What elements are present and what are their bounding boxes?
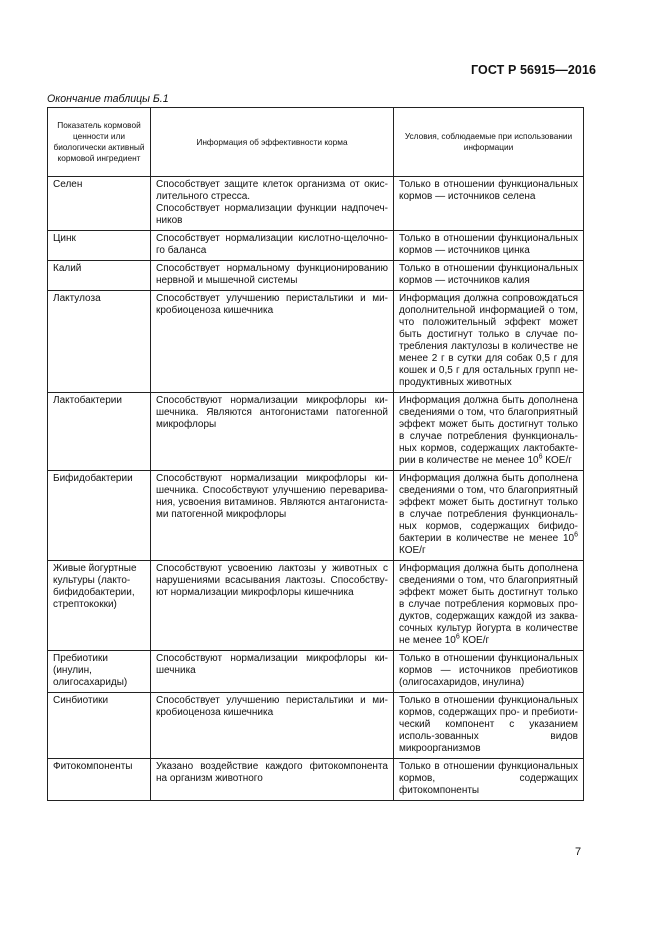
row-usage-conditions (394, 261, 584, 291)
table-row (48, 651, 584, 693)
table-row (48, 693, 584, 759)
row-ingredient-name: Калий (48, 261, 151, 291)
efficiency-paragraph: Способствуют нормализации микрофлоры ки-шечника. Являются антогонистами патогенной микрофлоры (156, 395, 388, 430)
row-usage-conditions (394, 759, 584, 801)
table-row (48, 261, 584, 291)
row-ingredient-name: Живые йогуртные культуры (лакто-бифидобактерии, стрептококки) (48, 561, 151, 651)
unit-text: КОЕ/г (542, 455, 572, 466)
table-body (48, 177, 584, 801)
conditions-text: Только в отношении функциональных кормов, содержащих про- и пребиоти-ческий компонент с указанием исполь-зованных видов микроорганизмов (399, 695, 578, 754)
table-row (48, 231, 584, 261)
row-efficiency-info (151, 177, 394, 231)
efficiency-paragraph: Способствуют нормализации микрофлоры ки-шечника. Способствуют улучшению переварива-ния, усвоения витаминов. Являются антагониста-ми патогенной микрофлоры (156, 473, 388, 520)
row-efficiency-info (151, 471, 394, 561)
conditions-text: Информация должна быть дополнена сведениями о том, что благоприятный эффект может быть достигнут только в случае потребления функциональ-ных кормов, содержащих лактобакте-рии в количестве не менее 10 (399, 395, 578, 466)
row-usage-conditions (394, 561, 584, 651)
conditions-text: Информация должна быть дополнена сведениями о том, что благоприятный эффект может быть достигнут только в случае потребления кормовых про-дуктов, содержащих каждой из заква-сочных культур йогурта в количестве не менее 10 (399, 563, 578, 646)
row-usage-conditions (394, 177, 584, 231)
row-ingredient-name: Лактобактерии (48, 393, 151, 471)
efficiency-paragraph: Способствуют усвоению лактозы у животных с нарушениями всасывания лактозы. Способству-ют нормализации микрофлоры кишечника (156, 563, 388, 598)
table-row (48, 471, 584, 561)
conditions-text: Информация должна быть дополнена сведениями о том, что благоприятный эффект может быть достигнут только в случае потребления функциональ-ных кормов, содержащих бифидо-бактерии в количестве не менее 10 (399, 473, 578, 544)
column-header-conditions: Условия, соблюдаемые при использовании информации (394, 108, 584, 177)
column-header-efficiency: Информация об эффективности корма (151, 108, 394, 177)
row-usage-conditions (394, 393, 584, 471)
row-efficiency-info (151, 393, 394, 471)
row-usage-conditions (394, 651, 584, 693)
unit-text: КОЕ/г (399, 545, 426, 556)
efficiency-paragraph: Указано воздействие каждого фитокомпонента на организм животного (156, 761, 388, 784)
row-usage-conditions (394, 291, 584, 393)
document-header: ГОСТ Р 56915—2016 (471, 63, 597, 77)
row-usage-conditions (394, 231, 584, 261)
column-header-indicator: Показатель кормовой ценности или биологически активный кормовой ингредиент (48, 108, 151, 177)
row-ingredient-name: Синбиотики (48, 693, 151, 759)
unit-text: КОЕ/г (459, 635, 490, 646)
row-ingredient-name: Фитокомпоненты (48, 759, 151, 801)
row-efficiency-info (151, 261, 394, 291)
table-row (48, 393, 584, 471)
efficiency-paragraph: Способствуют нормализации микрофлоры ки-шечника (156, 653, 388, 676)
efficiency-paragraph: Способствует нормализации функции надпочеч-ников (156, 203, 388, 226)
row-ingredient-name: Цинк (48, 231, 151, 261)
row-efficiency-info (151, 651, 394, 693)
row-ingredient-name: Лактулоза (48, 291, 151, 393)
conditions-text: Только в отношении функциональных кормов — источников калия (399, 263, 578, 286)
row-efficiency-info (151, 759, 394, 801)
table-row (48, 759, 584, 801)
row-efficiency-info (151, 693, 394, 759)
efficiency-paragraph: Способствует нормальному функционированию нервной и мышечной системы (156, 263, 388, 286)
table-header-row (48, 108, 584, 177)
conditions-text: Только в отношении функциональных кормов, содержащих фитокомпоненты (399, 761, 578, 796)
efficiency-paragraph: Способствует нормализации кислотно-щелочно-го баланса (156, 233, 388, 256)
conditions-text: Только в отношении функциональных кормов — источников селена (399, 179, 578, 202)
exponent: 6 (455, 633, 460, 641)
row-efficiency-info (151, 291, 394, 393)
efficiency-paragraph: Способствует защите клеток организма от окис-лительного стресса. (156, 179, 388, 202)
table-row (48, 177, 584, 231)
feed-info-table (47, 107, 584, 801)
row-ingredient-name: Бифидобактерии (48, 471, 151, 561)
row-efficiency-info (151, 231, 394, 261)
row-efficiency-info (151, 561, 394, 651)
conditions-text: Информация должна сопровождаться дополнительной информацией о том, что положительный эффект может быть достигнут только в случае по-требления лактулозы в количестве не менее 2 г в сутки для собак 0,5 г для кошек и 0,5 г для остальных групп не-продуктивных животных (399, 293, 578, 388)
row-ingredient-name: Пребиотики (инулин, олигосахариды) (48, 651, 151, 693)
efficiency-paragraph: Способствует улучшению перистальтики и ми-кробиоценоза кишечника (156, 695, 388, 718)
table-row (48, 561, 584, 651)
page-number: 7 (575, 846, 582, 858)
row-usage-conditions (394, 693, 584, 759)
row-usage-conditions (394, 471, 584, 561)
row-ingredient-name: Селен (48, 177, 151, 231)
table-row (48, 291, 584, 393)
exponent: 6 (574, 531, 578, 539)
table-caption: Окончание таблицы Б.1 (47, 93, 169, 105)
exponent: 6 (538, 453, 543, 461)
conditions-text: Только в отношении функциональных кормов — источников пребиотиков (олигосахаридов, инулина) (399, 653, 578, 688)
conditions-text: Только в отношении функциональных кормов — источников цинка (399, 233, 578, 256)
efficiency-paragraph: Способствует улучшению перистальтики и ми-кробиоценоза кишечника (156, 293, 388, 316)
